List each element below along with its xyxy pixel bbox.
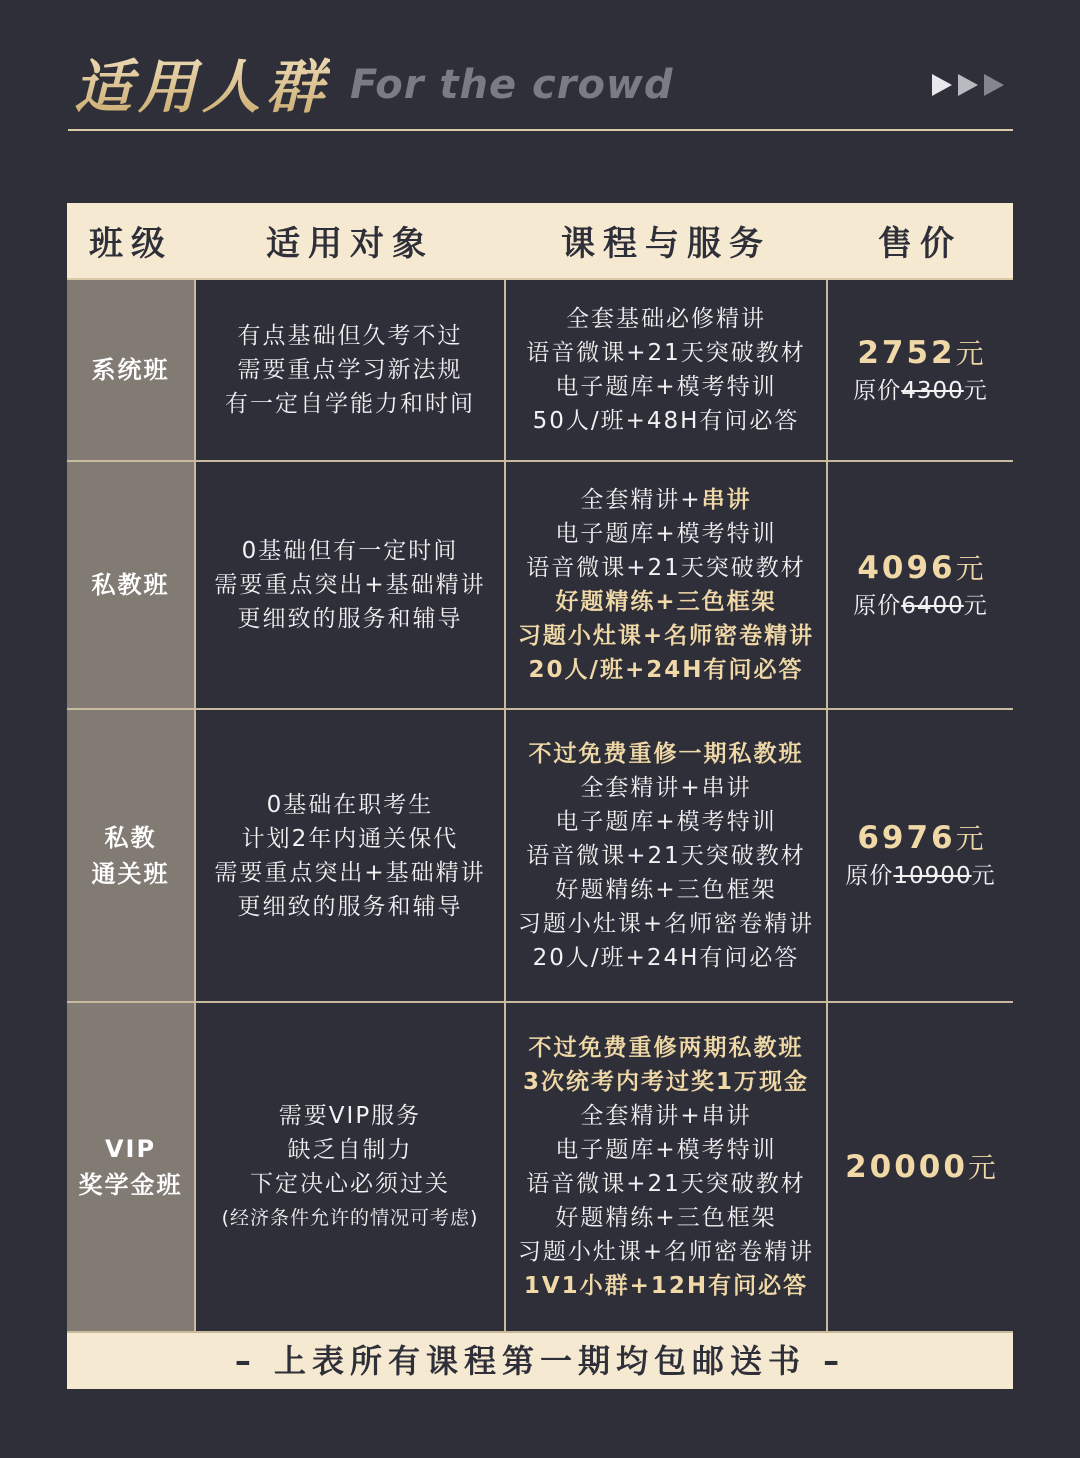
services-cell bbox=[505, 279, 827, 461]
class-name-line: 系统班 bbox=[91, 356, 170, 384]
service-item-text: 1V1小群+12H有问必答 bbox=[523, 1273, 809, 1299]
class-name-cell bbox=[67, 461, 195, 709]
service-item-text: 全套精讲+串讲 bbox=[580, 774, 752, 801]
service-item-text: 语音微课+21天突破教材 bbox=[526, 340, 806, 366]
service-item-highlight: 串讲 bbox=[701, 487, 752, 513]
sale-price bbox=[829, 548, 1012, 589]
sale-price-value: 6976 bbox=[857, 820, 956, 856]
service-item-text: 语音微课+21天突破教材 bbox=[526, 555, 806, 581]
service-item bbox=[507, 1201, 825, 1235]
table-row bbox=[67, 709, 1013, 1002]
audience-cell bbox=[195, 709, 505, 1002]
services-cell bbox=[505, 709, 827, 1002]
class-name-cell bbox=[67, 279, 195, 461]
service-item bbox=[507, 873, 825, 907]
sale-price-value: 2752 bbox=[857, 334, 956, 371]
audience-line: 0基础但有一定时间 bbox=[241, 538, 459, 564]
service-item-text: 50人/班+48H有问必答 bbox=[532, 408, 800, 434]
arrows-decoration bbox=[932, 74, 1004, 96]
sale-price-unit: 元 bbox=[955, 336, 984, 370]
service-item-text: 全套精讲+ bbox=[580, 487, 702, 513]
service-item bbox=[507, 1269, 825, 1303]
service-item bbox=[507, 517, 825, 551]
audience-line: 更细致的服务和辅导 bbox=[237, 893, 463, 920]
original-price bbox=[829, 374, 1012, 408]
original-price bbox=[829, 859, 1012, 893]
service-item bbox=[507, 1235, 825, 1269]
service-item-text: 不过免费重修一期私教班 bbox=[528, 740, 804, 767]
sale-price bbox=[829, 1147, 1012, 1188]
original-price bbox=[829, 589, 1012, 623]
service-item bbox=[507, 336, 825, 370]
audience-cell bbox=[195, 461, 505, 709]
service-item bbox=[507, 1031, 825, 1065]
service-item bbox=[507, 1099, 825, 1133]
service-item-text: 电子题库+模考特训 bbox=[555, 1137, 777, 1163]
price-cell bbox=[827, 461, 1013, 709]
service-item-text: 全套基础必修精讲 bbox=[566, 306, 766, 332]
audience-line: 需要重点突出+基础精讲 bbox=[214, 572, 486, 598]
arrow-right-icon bbox=[958, 74, 978, 96]
audience-note: (经济条件允许的情况可考虑) bbox=[221, 1207, 479, 1229]
service-item-text: 20人/班+24H有问必答 bbox=[528, 657, 804, 683]
page-title: 适用人群 bbox=[74, 40, 330, 124]
service-item bbox=[507, 771, 825, 805]
service-item bbox=[507, 619, 825, 653]
sale-price-unit: 元 bbox=[967, 1150, 996, 1184]
audience-line: 下定决心必须过关 bbox=[250, 1171, 450, 1197]
table-header-row bbox=[67, 203, 1013, 279]
price-cell bbox=[827, 279, 1013, 461]
audience-line: 计划2年内通关保代 bbox=[241, 825, 459, 852]
service-item-text: 20人/班+24H有问必答 bbox=[532, 944, 800, 971]
class-name-line: 私教 bbox=[104, 823, 157, 852]
original-price-unit: 元 bbox=[963, 592, 988, 619]
original-price-value: 4300 bbox=[901, 377, 964, 404]
services-cell bbox=[505, 461, 827, 709]
sale-price bbox=[829, 333, 1012, 374]
service-item bbox=[507, 1167, 825, 1201]
audience-line: 有一定自学能力和时间 bbox=[225, 391, 475, 417]
service-item-text: 全套精讲+串讲 bbox=[580, 1103, 752, 1129]
column-header-price: 售价 bbox=[827, 203, 1013, 279]
pricing-table-wrap bbox=[67, 203, 1013, 1386]
service-item bbox=[507, 1133, 825, 1167]
service-item bbox=[507, 907, 825, 941]
arrow-right-icon bbox=[984, 74, 1004, 96]
audience-line: 有点基础但久考不过 bbox=[237, 323, 463, 349]
service-item bbox=[507, 551, 825, 585]
audience-line: 需要重点突出+基础精讲 bbox=[214, 859, 486, 886]
original-price-label: 原价 bbox=[853, 592, 902, 619]
sale-price-value: 4096 bbox=[857, 549, 956, 586]
table-row bbox=[67, 461, 1013, 709]
service-item-text: 语音微课+21天突破教材 bbox=[526, 1171, 806, 1197]
services-cell bbox=[505, 1002, 827, 1332]
class-name-line: 奖学金班 bbox=[78, 1171, 183, 1199]
sale-price bbox=[829, 818, 1012, 859]
service-item bbox=[507, 653, 825, 687]
page-subtitle: For the crowd bbox=[350, 62, 674, 108]
pricing-table bbox=[67, 203, 1013, 1333]
original-price-value: 10900 bbox=[893, 863, 972, 889]
original-price-unit: 元 bbox=[971, 863, 996, 889]
audience-line: 需要VIP服务 bbox=[278, 1103, 422, 1129]
class-name-cell bbox=[67, 709, 195, 1002]
class-name-line: 通关班 bbox=[91, 859, 170, 888]
price-cell bbox=[827, 1002, 1013, 1332]
original-price-unit: 元 bbox=[963, 377, 988, 404]
class-name-line: 私教班 bbox=[91, 571, 170, 599]
sale-price-value: 20000 bbox=[845, 1148, 968, 1185]
service-item-text: 电子题库+模考特训 bbox=[555, 808, 777, 835]
audience-line: 缺乏自制力 bbox=[287, 1137, 413, 1163]
arrow-right-icon bbox=[932, 74, 952, 96]
service-item-text: 好题精练+三色框架 bbox=[555, 876, 777, 903]
service-item bbox=[507, 370, 825, 404]
original-price-label: 原价 bbox=[853, 377, 902, 404]
column-header-services: 课程与服务 bbox=[505, 203, 827, 279]
service-item bbox=[507, 585, 825, 619]
class-name-cell bbox=[67, 1002, 195, 1332]
original-price-value: 6400 bbox=[901, 592, 964, 619]
service-item bbox=[507, 839, 825, 873]
service-item-text: 好题精练+三色框架 bbox=[555, 589, 777, 615]
price-cell bbox=[827, 709, 1013, 1002]
service-item bbox=[507, 404, 825, 438]
service-item-text: 电子题库+模考特训 bbox=[555, 374, 777, 400]
audience-line: 0基础在职考生 bbox=[266, 791, 434, 818]
service-item bbox=[507, 302, 825, 336]
service-item bbox=[507, 805, 825, 839]
table-footer-note: – 上表所有课程第一期均包邮送书 – bbox=[67, 1333, 1013, 1389]
service-item-text: 语音微课+21天突破教材 bbox=[526, 842, 806, 869]
table-row bbox=[67, 279, 1013, 461]
service-item-text: 电子题库+模考特训 bbox=[555, 521, 777, 547]
audience-line: 更细致的服务和辅导 bbox=[237, 606, 463, 632]
service-item-text: 不过免费重修两期私教班 bbox=[528, 1035, 804, 1061]
table-row bbox=[67, 1002, 1013, 1332]
column-header-class: 班级 bbox=[67, 203, 195, 279]
service-item-text: 3次统考内考过奖1万现金 bbox=[522, 1069, 809, 1095]
service-item-text: 习题小灶课+名师密卷精讲 bbox=[517, 910, 815, 937]
service-item-text: 习题小灶课+名师密卷精讲 bbox=[517, 1239, 815, 1265]
page-header bbox=[72, 40, 1012, 132]
original-price-label: 原价 bbox=[845, 863, 894, 889]
column-header-audience: 适用对象 bbox=[195, 203, 505, 279]
service-item bbox=[507, 737, 825, 771]
sale-price-unit: 元 bbox=[955, 822, 984, 855]
sale-price-unit: 元 bbox=[955, 551, 984, 585]
audience-line: 需要重点学习新法规 bbox=[237, 357, 463, 383]
service-item bbox=[507, 483, 825, 517]
header-divider bbox=[68, 129, 1013, 131]
audience-cell bbox=[195, 1002, 505, 1332]
service-item-text: 好题精练+三色框架 bbox=[555, 1205, 777, 1231]
service-item bbox=[507, 941, 825, 975]
service-item-text: 习题小灶课+名师密卷精讲 bbox=[517, 623, 815, 649]
service-item bbox=[507, 1065, 825, 1099]
class-name-line: VIP bbox=[104, 1135, 157, 1163]
audience-cell bbox=[195, 279, 505, 461]
